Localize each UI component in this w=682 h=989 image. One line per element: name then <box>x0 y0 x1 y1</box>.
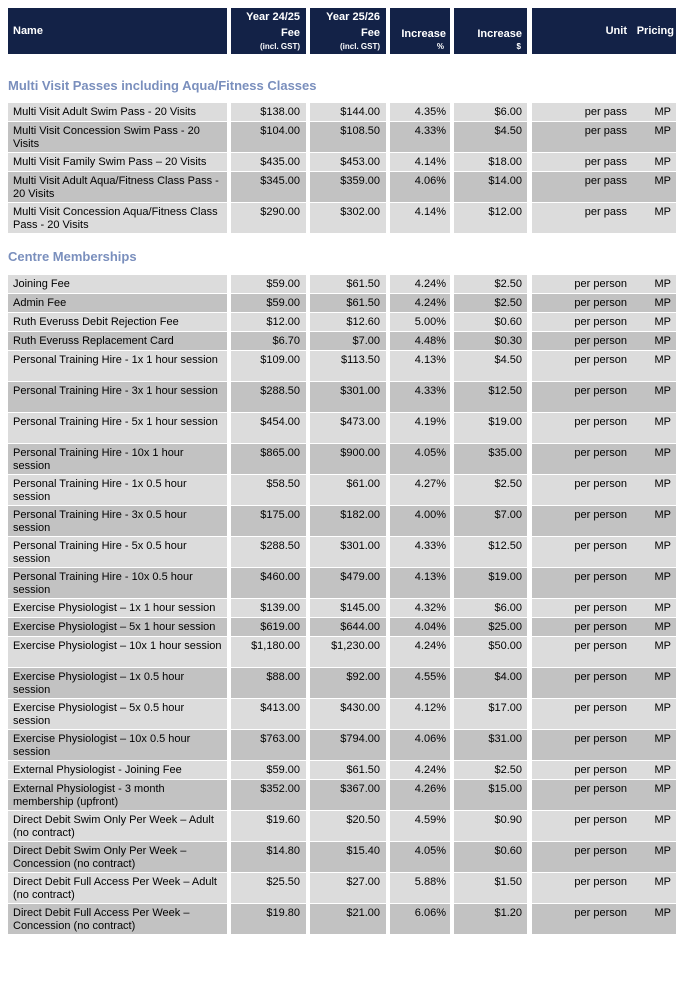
row-increase-pct-cell: 4.24% <box>390 637 450 667</box>
row-increase-pct-cell: 4.19% <box>390 413 450 443</box>
row-fee-2526-cell: $473.00 <box>310 413 386 443</box>
row-unit-cell: per person <box>532 904 633 934</box>
table-row <box>0 351 682 381</box>
row-fee-2526-cell: $794.00 <box>310 730 386 760</box>
row-name-cell: Multi Visit Concession Swim Pass - 20 Visits <box>8 122 227 152</box>
row-increase-dollar-cell: $31.00 <box>454 730 527 760</box>
row-fee-2526-cell: $144.00 <box>310 103 386 121</box>
row-pricing-cell: MP <box>633 811 676 841</box>
row-increase-dollar-cell: $14.00 <box>454 172 527 202</box>
row-fee-2526-cell: $92.00 <box>310 668 386 698</box>
table-row <box>0 668 682 698</box>
row-increase-dollar-cell: $19.00 <box>454 568 527 598</box>
row-fee-2526-cell: $61.50 <box>310 294 386 312</box>
row-name-cell: Personal Training Hire - 1x 0.5 hour session <box>8 475 227 505</box>
row-increase-pct-cell: 4.33% <box>390 122 450 152</box>
row-unit-cell: per person <box>532 668 633 698</box>
row-name-cell: Personal Training Hire - 10x 1 hour session <box>8 444 227 474</box>
table-row <box>0 332 682 350</box>
row-pricing-cell: MP <box>633 730 676 760</box>
table-row <box>0 637 682 667</box>
table-row <box>0 537 682 567</box>
row-fee-2425-cell: $109.00 <box>231 351 306 381</box>
row-pricing-cell: MP <box>633 103 676 121</box>
row-fee-2526-cell: $367.00 <box>310 780 386 810</box>
row-unit-cell: per person <box>532 568 633 598</box>
row-pricing-cell: MP <box>633 699 676 729</box>
header-increase-dollar <box>454 8 527 54</box>
row-unit-cell: per pass <box>532 122 633 152</box>
row-name-cell: Personal Training Hire - 3x 1 hour session <box>8 382 227 412</box>
row-fee-2425-cell: $59.00 <box>231 275 306 293</box>
row-fee-2425-cell: $454.00 <box>231 413 306 443</box>
row-fee-2526-cell: $61.50 <box>310 761 386 779</box>
row-increase-dollar-cell: $2.50 <box>454 294 527 312</box>
row-pricing-cell: MP <box>633 842 676 872</box>
row-increase-dollar-cell: $4.50 <box>454 351 527 381</box>
row-increase-pct-cell: 4.33% <box>390 382 450 412</box>
row-fee-2425-cell: $763.00 <box>231 730 306 760</box>
row-unit-cell: per person <box>532 475 633 505</box>
row-increase-pct-cell: 5.88% <box>390 873 450 903</box>
row-increase-dollar-cell: $6.00 <box>454 103 527 121</box>
row-pricing-cell: MP <box>633 780 676 810</box>
row-name-cell: Ruth Everuss Debit Rejection Fee <box>8 313 227 331</box>
row-name-cell: Personal Training Hire - 1x 1 hour session <box>8 351 227 381</box>
header-increase-pct-l2: % <box>436 42 444 51</box>
table-row <box>0 275 682 293</box>
row-fee-2526-cell: $27.00 <box>310 873 386 903</box>
row-fee-2526-cell: $61.00 <box>310 475 386 505</box>
row-name-cell: Direct Debit Swim Only Per Week – Adult (no contract) <box>8 811 227 841</box>
row-increase-dollar-cell: $15.00 <box>454 780 527 810</box>
row-increase-pct-cell: 4.12% <box>390 699 450 729</box>
row-increase-pct-cell: 4.06% <box>390 172 450 202</box>
row-increase-pct-cell: 4.00% <box>390 506 450 536</box>
row-fee-2526-cell: $453.00 <box>310 153 386 171</box>
row-fee-2425-cell: $59.00 <box>231 294 306 312</box>
header-increase-dollar-l1: Increase <box>477 28 522 40</box>
row-fee-2425-cell: $14.80 <box>231 842 306 872</box>
row-fee-2425-cell: $865.00 <box>231 444 306 474</box>
row-fee-2526-cell: $12.60 <box>310 313 386 331</box>
row-unit-cell: per person <box>532 537 633 567</box>
header-increase-dollar-l2: $ <box>516 42 521 51</box>
row-increase-dollar-cell: $25.00 <box>454 618 527 636</box>
row-pricing-cell: MP <box>633 506 676 536</box>
row-unit-cell: per person <box>532 599 633 617</box>
table-row <box>0 506 682 536</box>
row-increase-dollar-cell: $0.60 <box>454 842 527 872</box>
row-increase-pct-cell: 4.14% <box>390 153 450 171</box>
row-fee-2425-cell: $19.60 <box>231 811 306 841</box>
table-row <box>0 413 682 443</box>
row-fee-2526-cell: $301.00 <box>310 537 386 567</box>
row-increase-dollar-cell: $2.50 <box>454 761 527 779</box>
row-fee-2425-cell: $1,180.00 <box>231 637 306 667</box>
row-fee-2425-cell: $6.70 <box>231 332 306 350</box>
row-name-cell: Personal Training Hire - 5x 1 hour session <box>8 413 227 443</box>
header-year-2425-l1: Year 24/25 <box>246 11 300 23</box>
row-pricing-cell: MP <box>633 382 676 412</box>
row-pricing-cell: MP <box>633 313 676 331</box>
row-name-cell: Direct Debit Full Access Per Week – Adult (no contract) <box>8 873 227 903</box>
row-increase-pct-cell: 4.24% <box>390 294 450 312</box>
table-row <box>0 294 682 312</box>
table-row <box>0 172 682 202</box>
row-fee-2526-cell: $108.50 <box>310 122 386 152</box>
row-increase-pct-cell: 4.05% <box>390 842 450 872</box>
row-unit-cell: per person <box>532 873 633 903</box>
row-increase-dollar-cell: $4.50 <box>454 122 527 152</box>
table-row <box>0 761 682 779</box>
row-unit-cell: per person <box>532 313 633 331</box>
row-increase-dollar-cell: $6.00 <box>454 599 527 617</box>
row-unit-cell: per pass <box>532 172 633 202</box>
row-increase-pct-cell: 4.33% <box>390 537 450 567</box>
row-name-cell: Direct Debit Full Access Per Week – Concession (no contract) <box>8 904 227 934</box>
header-year-2425-l2: Fee <box>281 27 300 39</box>
table-row <box>0 203 682 233</box>
row-fee-2425-cell: $59.00 <box>231 761 306 779</box>
header-year-2425-l3: (incl. GST) <box>260 42 300 51</box>
row-increase-pct-cell: 4.55% <box>390 668 450 698</box>
table-row <box>0 313 682 331</box>
row-pricing-cell: MP <box>633 203 676 233</box>
row-unit-cell: per person <box>532 506 633 536</box>
row-pricing-cell: MP <box>633 275 676 293</box>
row-increase-dollar-cell: $2.50 <box>454 475 527 505</box>
row-name-cell: External Physiologist - Joining Fee <box>8 761 227 779</box>
row-name-cell: Personal Training Hire - 10x 0.5 hour session <box>8 568 227 598</box>
row-unit-cell: per person <box>532 699 633 729</box>
row-pricing-cell: MP <box>633 475 676 505</box>
row-fee-2526-cell: $21.00 <box>310 904 386 934</box>
header-year-2425 <box>231 8 306 54</box>
row-fee-2526-cell: $430.00 <box>310 699 386 729</box>
row-fee-2425-cell: $58.50 <box>231 475 306 505</box>
row-increase-dollar-cell: $7.00 <box>454 506 527 536</box>
row-fee-2526-cell: $1,230.00 <box>310 637 386 667</box>
table-row <box>0 122 682 152</box>
table-row <box>0 699 682 729</box>
row-fee-2425-cell: $619.00 <box>231 618 306 636</box>
header-name <box>8 8 227 54</box>
header-unit-label: Unit <box>605 25 627 37</box>
row-increase-pct-cell: 4.59% <box>390 811 450 841</box>
row-fee-2526-cell: $7.00 <box>310 332 386 350</box>
row-fee-2526-cell: $900.00 <box>310 444 386 474</box>
row-increase-dollar-cell: $1.20 <box>454 904 527 934</box>
table-row <box>0 103 682 121</box>
row-increase-dollar-cell: $12.00 <box>454 203 527 233</box>
row-increase-dollar-cell: $0.60 <box>454 313 527 331</box>
row-name-cell: Exercise Physiologist – 5x 1 hour session <box>8 618 227 636</box>
row-increase-dollar-cell: $0.30 <box>454 332 527 350</box>
header-pricing-label: Pricing <box>636 25 674 37</box>
row-name-cell: Joining Fee <box>8 275 227 293</box>
table-row <box>0 618 682 636</box>
row-name-cell: Personal Training Hire - 3x 0.5 hour session <box>8 506 227 536</box>
row-increase-pct-cell: 6.06% <box>390 904 450 934</box>
row-increase-dollar-cell: $18.00 <box>454 153 527 171</box>
row-pricing-cell: MP <box>633 618 676 636</box>
row-fee-2526-cell: $301.00 <box>310 382 386 412</box>
row-name-cell: Exercise Physiologist – 5x 0.5 hour session <box>8 699 227 729</box>
row-pricing-cell: MP <box>633 873 676 903</box>
row-fee-2425-cell: $345.00 <box>231 172 306 202</box>
row-pricing-cell: MP <box>633 904 676 934</box>
row-increase-pct-cell: 4.32% <box>390 599 450 617</box>
table-row <box>0 780 682 810</box>
row-name-cell: Direct Debit Swim Only Per Week – Concession (no contract) <box>8 842 227 872</box>
row-fee-2526-cell: $479.00 <box>310 568 386 598</box>
table-row <box>0 568 682 598</box>
row-fee-2425-cell: $88.00 <box>231 668 306 698</box>
row-pricing-cell: MP <box>633 637 676 667</box>
row-fee-2425-cell: $19.80 <box>231 904 306 934</box>
row-pricing-cell: MP <box>633 172 676 202</box>
table-row <box>0 475 682 505</box>
header-year-2526-l2: Fee <box>361 27 380 39</box>
header-increase-pct-l1: Increase <box>401 28 446 40</box>
row-fee-2526-cell: $61.50 <box>310 275 386 293</box>
table-row <box>0 153 682 171</box>
row-increase-pct-cell: 4.27% <box>390 475 450 505</box>
row-increase-dollar-cell: $2.50 <box>454 275 527 293</box>
row-unit-cell: per pass <box>532 153 633 171</box>
row-unit-cell: per person <box>532 294 633 312</box>
header-increase-pct <box>390 8 450 54</box>
row-unit-cell: per person <box>532 842 633 872</box>
table-row <box>0 444 682 474</box>
row-fee-2425-cell: $104.00 <box>231 122 306 152</box>
row-increase-dollar-cell: $17.00 <box>454 699 527 729</box>
row-pricing-cell: MP <box>633 332 676 350</box>
table-row <box>0 904 682 934</box>
row-fee-2425-cell: $25.50 <box>231 873 306 903</box>
row-fee-2425-cell: $413.00 <box>231 699 306 729</box>
header-year-2526-l3: (incl. GST) <box>340 42 380 51</box>
row-fee-2526-cell: $145.00 <box>310 599 386 617</box>
row-fee-2526-cell: $644.00 <box>310 618 386 636</box>
row-increase-pct-cell: 5.00% <box>390 313 450 331</box>
row-unit-cell: per person <box>532 413 633 443</box>
row-fee-2425-cell: $460.00 <box>231 568 306 598</box>
row-unit-cell: per person <box>532 618 633 636</box>
row-pricing-cell: MP <box>633 668 676 698</box>
row-fee-2526-cell: $302.00 <box>310 203 386 233</box>
row-unit-cell: per pass <box>532 103 633 121</box>
row-name-cell: Multi Visit Adult Swim Pass - 20 Visits <box>8 103 227 121</box>
row-pricing-cell: MP <box>633 294 676 312</box>
row-increase-pct-cell: 4.35% <box>390 103 450 121</box>
row-fee-2425-cell: $139.00 <box>231 599 306 617</box>
row-name-cell: Exercise Physiologist – 10x 1 hour session <box>8 637 227 667</box>
row-increase-pct-cell: 4.13% <box>390 351 450 381</box>
row-fee-2425-cell: $138.00 <box>231 103 306 121</box>
row-name-cell: Ruth Everuss Replacement Card <box>8 332 227 350</box>
row-fee-2526-cell: $20.50 <box>310 811 386 841</box>
row-name-cell: External Physiologist - 3 month membership (upfront) <box>8 780 227 810</box>
header-name-label: Name <box>13 25 43 37</box>
row-unit-cell: per person <box>532 811 633 841</box>
row-increase-pct-cell: 4.48% <box>390 332 450 350</box>
row-pricing-cell: MP <box>633 351 676 381</box>
header-pricing <box>633 8 676 54</box>
header-year-2526-l1: Year 25/26 <box>326 11 380 23</box>
row-increase-pct-cell: 4.06% <box>390 730 450 760</box>
row-fee-2425-cell: $352.00 <box>231 780 306 810</box>
row-name-cell: Personal Training Hire - 5x 0.5 hour session <box>8 537 227 567</box>
row-name-cell: Multi Visit Adult Aqua/Fitness Class Pass - 20 Visits <box>8 172 227 202</box>
table-row <box>0 842 682 872</box>
section-title: Multi Visit Passes including Aqua/Fitness Classes <box>8 78 317 93</box>
row-increase-dollar-cell: $0.90 <box>454 811 527 841</box>
row-increase-pct-cell: 4.04% <box>390 618 450 636</box>
table-row <box>0 873 682 903</box>
row-name-cell: Admin Fee <box>8 294 227 312</box>
row-increase-dollar-cell: $35.00 <box>454 444 527 474</box>
row-unit-cell: per person <box>532 637 633 667</box>
row-name-cell: Multi Visit Concession Aqua/Fitness Class Pass - 20 Visits <box>8 203 227 233</box>
row-pricing-cell: MP <box>633 444 676 474</box>
row-unit-cell: per person <box>532 332 633 350</box>
row-increase-pct-cell: 4.05% <box>390 444 450 474</box>
row-increase-dollar-cell: $1.50 <box>454 873 527 903</box>
row-pricing-cell: MP <box>633 537 676 567</box>
row-name-cell: Exercise Physiologist – 1x 1 hour session <box>8 599 227 617</box>
row-unit-cell: per person <box>532 730 633 760</box>
row-unit-cell: per person <box>532 275 633 293</box>
row-unit-cell: per person <box>532 382 633 412</box>
row-increase-pct-cell: 4.26% <box>390 780 450 810</box>
row-increase-dollar-cell: $19.00 <box>454 413 527 443</box>
row-increase-pct-cell: 4.24% <box>390 761 450 779</box>
row-pricing-cell: MP <box>633 568 676 598</box>
row-unit-cell: per person <box>532 780 633 810</box>
row-unit-cell: per person <box>532 761 633 779</box>
row-fee-2526-cell: $359.00 <box>310 172 386 202</box>
row-increase-pct-cell: 4.13% <box>390 568 450 598</box>
row-name-cell: Multi Visit Family Swim Pass – 20 Visits <box>8 153 227 171</box>
row-increase-dollar-cell: $4.00 <box>454 668 527 698</box>
row-fee-2425-cell: $290.00 <box>231 203 306 233</box>
row-fee-2425-cell: $435.00 <box>231 153 306 171</box>
row-fee-2425-cell: $288.50 <box>231 382 306 412</box>
table-row <box>0 811 682 841</box>
row-increase-pct-cell: 4.14% <box>390 203 450 233</box>
table-row <box>0 382 682 412</box>
row-increase-dollar-cell: $50.00 <box>454 637 527 667</box>
row-increase-pct-cell: 4.24% <box>390 275 450 293</box>
row-pricing-cell: MP <box>633 761 676 779</box>
header-year-2526 <box>310 8 386 54</box>
row-increase-dollar-cell: $12.50 <box>454 382 527 412</box>
table-row <box>0 730 682 760</box>
row-name-cell: Exercise Physiologist – 1x 0.5 hour session <box>8 668 227 698</box>
row-unit-cell: per pass <box>532 203 633 233</box>
row-fee-2425-cell: $175.00 <box>231 506 306 536</box>
row-fee-2526-cell: $113.50 <box>310 351 386 381</box>
row-pricing-cell: MP <box>633 122 676 152</box>
row-pricing-cell: MP <box>633 153 676 171</box>
row-increase-dollar-cell: $12.50 <box>454 537 527 567</box>
row-pricing-cell: MP <box>633 413 676 443</box>
header-unit <box>532 8 633 54</box>
section-title: Centre Memberships <box>8 249 137 264</box>
row-unit-cell: per person <box>532 444 633 474</box>
table-row <box>0 599 682 617</box>
row-fee-2526-cell: $182.00 <box>310 506 386 536</box>
row-fee-2425-cell: $12.00 <box>231 313 306 331</box>
row-pricing-cell: MP <box>633 599 676 617</box>
row-fee-2526-cell: $15.40 <box>310 842 386 872</box>
row-fee-2425-cell: $288.50 <box>231 537 306 567</box>
row-name-cell: Exercise Physiologist – 10x 0.5 hour session <box>8 730 227 760</box>
row-unit-cell: per person <box>532 351 633 381</box>
